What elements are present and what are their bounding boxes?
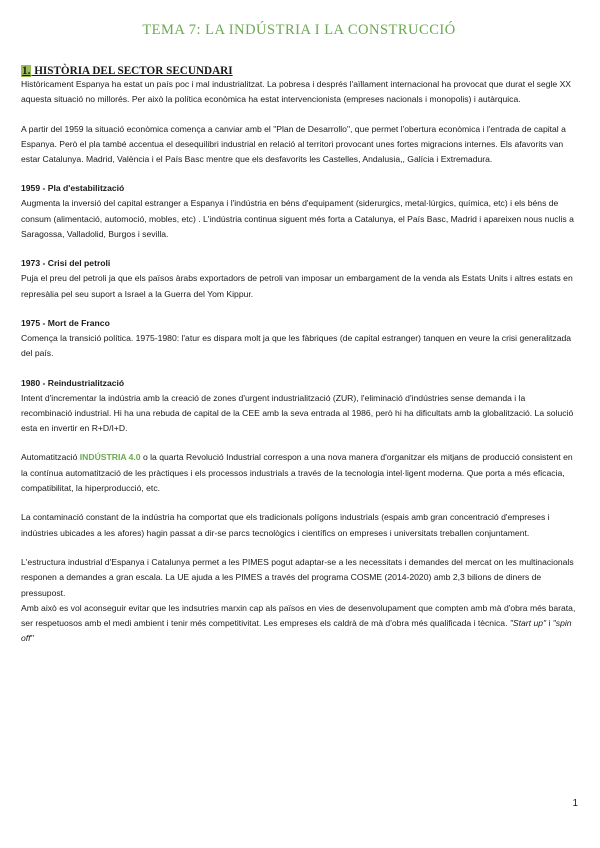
paragraph-1959: Augmenta la inversió del capital estranger a Espanya i l'indústria en béns d'equipament (siderurgics, metal·lúrgics, química, etc) i els béns de consum (alimentació, automoció, mobles, etc) . L'indústria continua siguent més forta a Catalunya, el País Basc, Madrid i apareixen nous nuclis a Saragossa, Valladolid, Burgos i sevilla. [21, 198, 574, 240]
section-heading-text: HISTÒRIA DEL SECTOR SECUNDARI [31, 65, 233, 77]
paragraph-1973: Puja el preu del petroli ja que els països àrabs exportadors de petroli van imposar un embargament de la venda als Estats Units i altres estats en represàlia pel seu suport a Israel a la Guerra del Yom Kippur. [21, 273, 573, 299]
paragraph-1959-plan: A partir del 1959 la situació econòmica comença a canviar amb el "Plan de Desarrollo", que permet l'obertura econòmica i l'entrada de capital a Espanya. Però el pla també accentua el desequilibri industrial en relació al territori provocant unes fortes migracions internes. Els afavorits van estar Catalunya. Madrid, València i el País Basc mentre que els desfavorits les Castelles, Andalusia,, Galícia i Extremadura. [21, 123, 566, 165]
paragraph-industria-4: Automatització INDÚSTRIA 4.0 o la quarta Revolució Industrial correspon a una nova manera d'organitzar els mitjans de producció consistent en la contínua automatització de les pràctiques i els processos industrials a través de la tecnologia intel·ligent moderna. Que porta a més eficacia, compatibilitat, la hiperproducció, etc. [21, 452, 573, 494]
page-title: TEMA 7: LA INDÚSTRIA I LA CONSTRUCCIÓ [142, 22, 456, 38]
subheading-1980: 1980 - Reindustrialització [21, 377, 125, 388]
subheading-1973: 1973 - Crisi del petroli [21, 258, 111, 269]
document-page [21, 0, 577, 647]
page-number: 1 [572, 798, 578, 809]
paragraph-1980: Intent d'incrementar la indústria amb la creació de zones d'urgent industrialització (ZUR), l'eliminació d'indústries sense demanda i la recombinació industrial. Hi ha una rebuda de capital de la CEE amb la seva entrada al 1986, però hi ha dificultats amb la globalització. La solució esta en invertir en R+D/I+D. [21, 392, 574, 434]
section-number: 1. [22, 65, 31, 77]
industria-4-highlight: INDÚSTRIA 4.0 [79, 452, 141, 463]
subheading-1959: 1959 - Pla d'estabilització [21, 183, 125, 194]
paragraph-pimes: L'estructura industrial d'Espanya i Catalunya permet a les PIMES pogut adaptar-se a les necessitats i demandes del mercat on les multinacionals responen a demandes a gran escala. La UE ajuda a les PIMES a través del programa COSME (2014-2020) amb 2,3 bilions de diners de pressupost. [21, 556, 574, 598]
subheading-1975: 1975 - Mort de Franco [21, 317, 110, 328]
spin-off-term: "spin off" [21, 618, 572, 644]
section-heading [21, 65, 577, 77]
paragraph-1975: Comença la transició política. 1975-1980: l'atur es dispara molt ja que les fàbriques (de capital estranger) tanquen en veure la crisi generalitzada del país. [21, 332, 572, 359]
paragraph-competitiveness: Amb això es vol aconseguir evitar que les indsutries marxin cap als països en vies de desenvolupament que compten amb mà d'obra més barata, ser respetuosos amb el medi ambient i tenir més competitivitat. Les empreses els caldrà de mà d'obra més qualificada i tècnica. "Start up" i "spin off" [21, 602, 576, 644]
paragraph-intro: Històricament Espanya ha estat un país poc i mal industrialitzat. La pobresa i després l'aïllament internacional ha provocat que durat el segle XX aquesta situació no millorés. Per això la política econòmica ha estat intervencionista (empreses nacionals i monopolis) i autàrquica. [21, 79, 572, 105]
paragraph-contamination: La contaminació constant de la indústria ha comportat que els tradicionals polígons industrials (espais amb gran concentració d'empreses i indústries ubicades a les afores) hagin passat a dir-se parcs tecnològics i científics on empreses i universitats treballen conjuntament. [21, 512, 550, 538]
start-up-term: "Start up" [509, 618, 547, 629]
